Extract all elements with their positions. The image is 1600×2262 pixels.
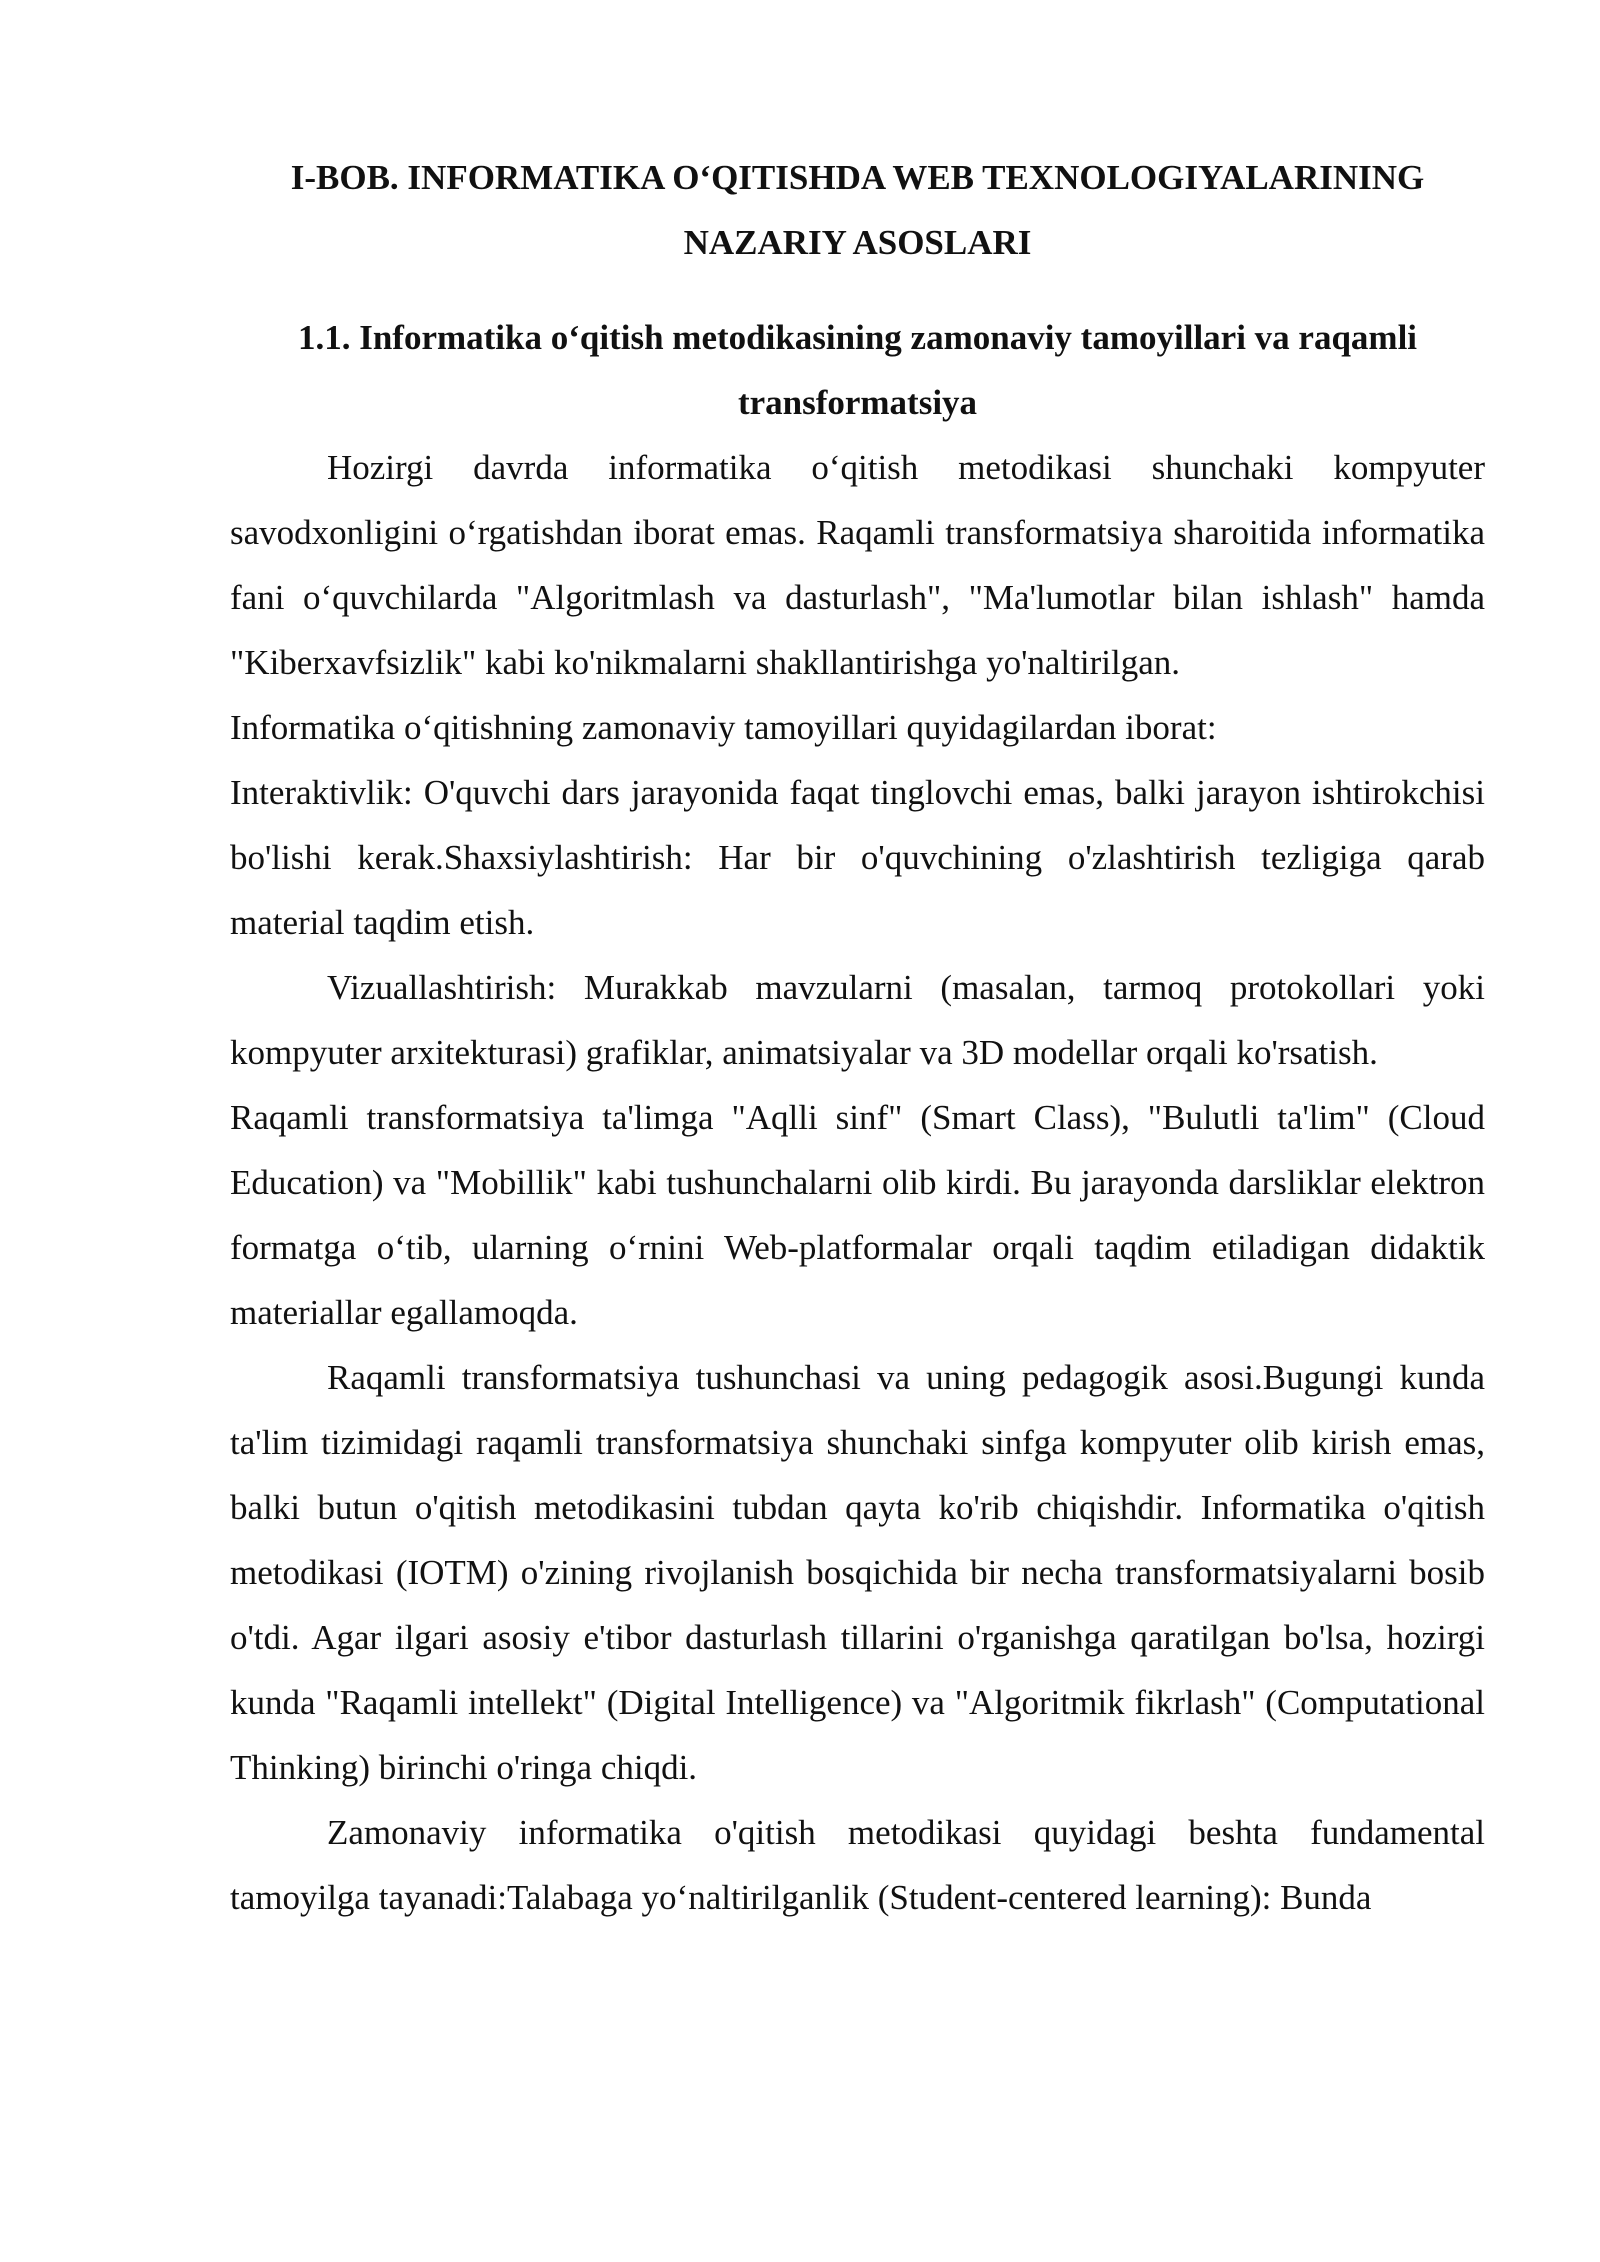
section-title-line-1: 1.1. Informatika o‘qitish metodikasining zamonaviy tamoyillari va raqamli xyxy=(297,318,1418,357)
paragraph: Vizuallashtirish: Murakkab mavzularni (masalan, tarmoq protokollari yoki kompyuter arxitekturasi) grafiklar, animatsiyalar va 3D modellar orqali ko'rsatish. xyxy=(230,968,1485,1072)
paragraph: Interaktivlik: O'quvchi dars jarayonida faqat tinglovchi emas, balki jarayon ishtirokchisi bo'lishi kerak.Shaxsiylashtirish: Har bir o'quvchining o'zlashtirish tezligiga qarab material taqdim etish. xyxy=(230,773,1485,942)
paragraph: Hozirgi davrda informatika o‘qitish metodikasi shunchaki kompyuter savodxonligini o‘rgatishdan iborat emas. Raqamli transformatsiya sharoitida informatika fani o‘quvchilarda "Algoritmlash va dasturlash", "Ma'lumotlar bilan ishlash" hamda "Kiberxavfsizlik" kabi ko'nikmalarni shakllantirishga yo'naltirilgan. xyxy=(230,448,1485,682)
page-content xyxy=(230,145,1485,1930)
chapter-title-line-1: I-BOB. INFORMATIKA O‘QITISHDA WEB TEXNOLOGIYALARINING xyxy=(290,158,1425,197)
paragraph: Raqamli transformatsiya ta'limga "Aqlli sinf" (Smart Class), "Bulutli ta'lim" (Cloud Education) va "Mobillik" kabi tushunchalarni olib kirdi. Bu jarayonda darsliklar elektron formatga o‘tib, ularning o‘rnini Web-platformalar orqali taqdim etiladigan didaktik materiallar egallamoqda. xyxy=(230,1098,1485,1332)
section-title xyxy=(230,305,1485,435)
paragraph: Informatika o‘qitishning zamonaviy tamoyillari quyidagilardan iborat: xyxy=(230,708,1217,747)
paragraph: Raqamli transformatsiya tushunchasi va uning pedagogik asosi.Bugungi kunda ta'lim tizimidagi raqamli transformatsiya shunchaki sinfga kompyuter olib kirish emas, balki butun o'qitish metodikasini tubdan qayta ko'rib chiqishdir. Informatika o'qitish metodikasi (IOTM) o'zining rivojlanish bosqichida bir necha transformatsiyalarni bosib o'tdi. Agar ilgari asosiy e'tibor dasturlash tillarini o'rganishga qaratilgan bo'lsa, hozirgi kunda "Raqamli intellekt" (Digital Intelligence) va "Algoritmik fikrlash" (Computational Thinking) birinchi o'ringa chiqdi. xyxy=(230,1358,1485,1787)
chapter-title xyxy=(230,145,1485,275)
chapter-title-line-2: NAZARIY ASOSLARI xyxy=(683,223,1032,262)
paragraph: Zamonaviy informatika o'qitish metodikasi quyidagi beshta fundamental tamoyilga tayanadi:Talabaga yo‘naltirilganlik (Student-centered learning): Bunda xyxy=(230,1813,1485,1917)
section-title-line-2: transformatsiya xyxy=(737,383,978,422)
